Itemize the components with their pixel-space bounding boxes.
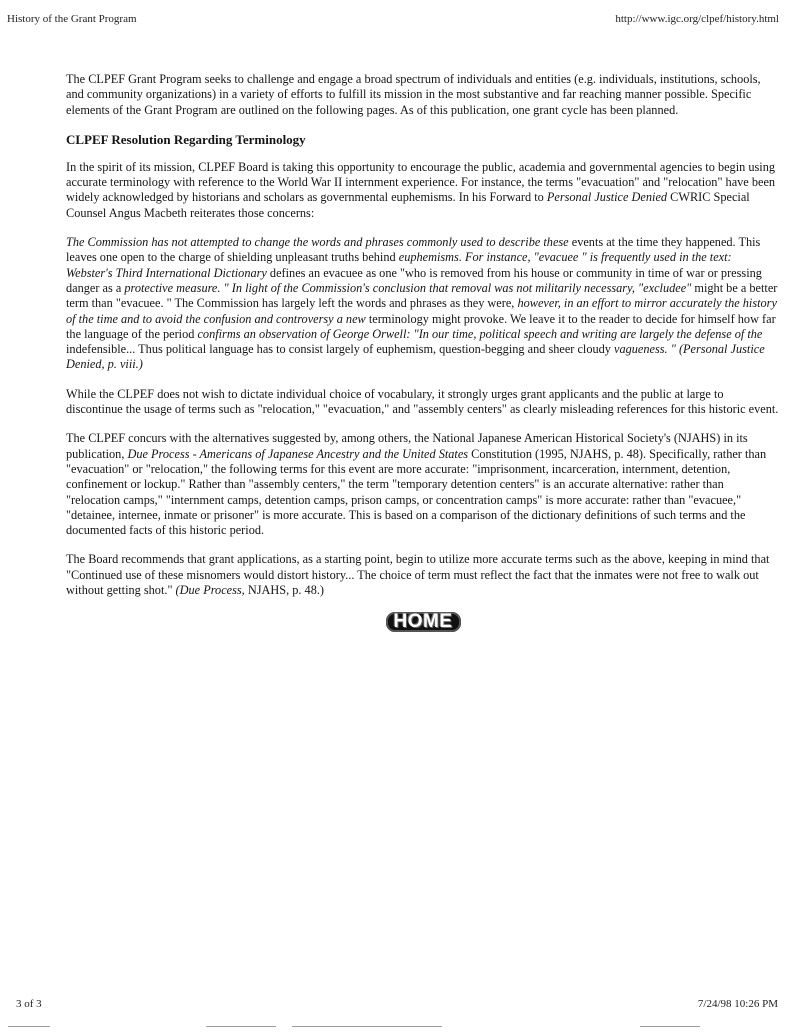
- home-button[interactable]: HOME: [386, 612, 461, 631]
- quote-seg-5: protective measure. " In light of the Commission's conclusion that removal was not militarily necessary, "excludee": [124, 280, 692, 295]
- terminology-text-b: CWRIC Special Counsel Angus Macbeth reiterates those concerns:: [66, 190, 750, 220]
- scan-artifact-line: [292, 1026, 442, 1027]
- board-paragraph: [66, 552, 780, 598]
- alternatives-paragraph: [66, 431, 780, 538]
- recommendation-paragraph: While the CLPEF does not wish to dictate individual choice of vocabulary, it strongly urges grant applicants and the public at large to discontinue the usage of terms such as "relocation," "evacuation," and "assembly centers" as clearly misleading references for this historic event.: [66, 386, 779, 417]
- terminology-text-a: In the spirit of its mission, CLPEF Board is taking this opportunity to encourage the public, academia and governmental agencies to begin using accurate terminology with reference to the World War II internment experience. For instance, the terms "evacuation" and "relocation" have been widely acknowledged by historians and scholars as governmental euphemisms. In his Forward to: [66, 159, 776, 205]
- quote-seg-8: terminology might provoke. We leave it to the reader to decide for himself how far the language of the period: [66, 311, 776, 341]
- scan-artifact-line: [206, 1026, 276, 1027]
- macbeth-quote: [66, 235, 780, 373]
- document-body: [66, 72, 780, 632]
- quote-seg-3: euphemisms. For instance, "evacuee " is frequently used in the text: Webster's Third International Dictionary: [66, 250, 732, 280]
- intro-paragraph: The CLPEF Grant Program seeks to challenge and engage a broad spectrum of individuals and entities (e.g. individuals, institutions, schools, and community organizations) in a variety of efforts to fulfill its mission in the most substantive and far reaching manner possible. Specific elements of the Grant Program are outlined on the following pages. As of this publication, one grant cycle has been planned.: [66, 72, 761, 117]
- quote-seg-6: might be a better term than "evacuee. " The Commission has largely left the words and phrases as they were,: [66, 280, 778, 311]
- board-citation: (Due Process,: [175, 583, 245, 598]
- home-button-wrap: [66, 612, 780, 631]
- board-text-a: The Board recommends that grant applications, as a starting point, begin to utilize more accurate terms such as the above, keeping in mind that "Continued use of these misnomers would distort history... The choice of term must reflect the fact that the inmates were not free to walk out without getting shot.": [66, 552, 770, 598]
- quote-seg-1: The Commission has not attempted to change the words and phrases commonly used to describe these: [66, 235, 569, 250]
- scan-artifact-line: [640, 1026, 700, 1027]
- quote-seg-9: confirms an observation of George Orwell: "In our time, political speech and writing are largely the defense of the: [197, 326, 763, 341]
- print-header-title: History of the Grant Program: [7, 13, 137, 25]
- print-header-url: http://www.igc.org/clpef/history.html: [615, 13, 779, 25]
- scan-artifact-line: [8, 1026, 50, 1027]
- board-text-b: NJAHS, p. 48.): [244, 583, 325, 598]
- terminology-paragraph: [66, 160, 780, 221]
- alternatives-text-a: The CLPEF concurs with the alternatives suggested by, among others, the National Japanese American Historical Society's (NJAHS) in its publication,: [66, 431, 748, 461]
- section-heading: CLPEF Resolution Regarding Terminology: [66, 131, 306, 147]
- quote-seg-4: defines an evacuee as one "who is removed from his house or community in time of war or pressing danger as a: [66, 265, 762, 295]
- book-title: Personal Justice Denied: [546, 190, 668, 205]
- quote-seg-10: indefensible... Thus political language has to consist largely of euphemism, question-begging and sheer cloudy: [66, 342, 615, 357]
- quote-seg-2: events at the time they happened. This leaves one open to the charge of shielding unpleasant truths behind: [66, 235, 761, 265]
- print-timestamp: 7/24/98 10:26 PM: [697, 998, 778, 1010]
- alternatives-text-b: Constitution (1995, NJAHS, p. 48). Specifically, rather than "evacuation" or "relocation," the following terms for this event are more accurate: "imprisonment, incarceration, internment, detention, confinement or lockup." Rather than "assembly centers," the term "temporary detention centers" is an accurate alternative: rather than "relocation camps," "internment camps, detention camps, prison camps, or concentration camps" is more accurate: rather than "evacuee," "detainee, internee, inmate or prisoner" is more accurate. This is based on a comparison of the dictionary definitions of such terms and the documented facts of this historic period.: [66, 446, 767, 538]
- quote-seg-11: vagueness. " (Personal Justice Denied, p. viii.): [66, 342, 765, 372]
- page-number: 3 of 3: [16, 998, 42, 1010]
- publication-title: Due Process - Americans of Japanese Ancestry and the United States: [127, 446, 469, 461]
- quote-seg-7: however, in an effort to mirror accurately the history of the time and to avoid the confusion and controversy a new: [66, 296, 777, 326]
